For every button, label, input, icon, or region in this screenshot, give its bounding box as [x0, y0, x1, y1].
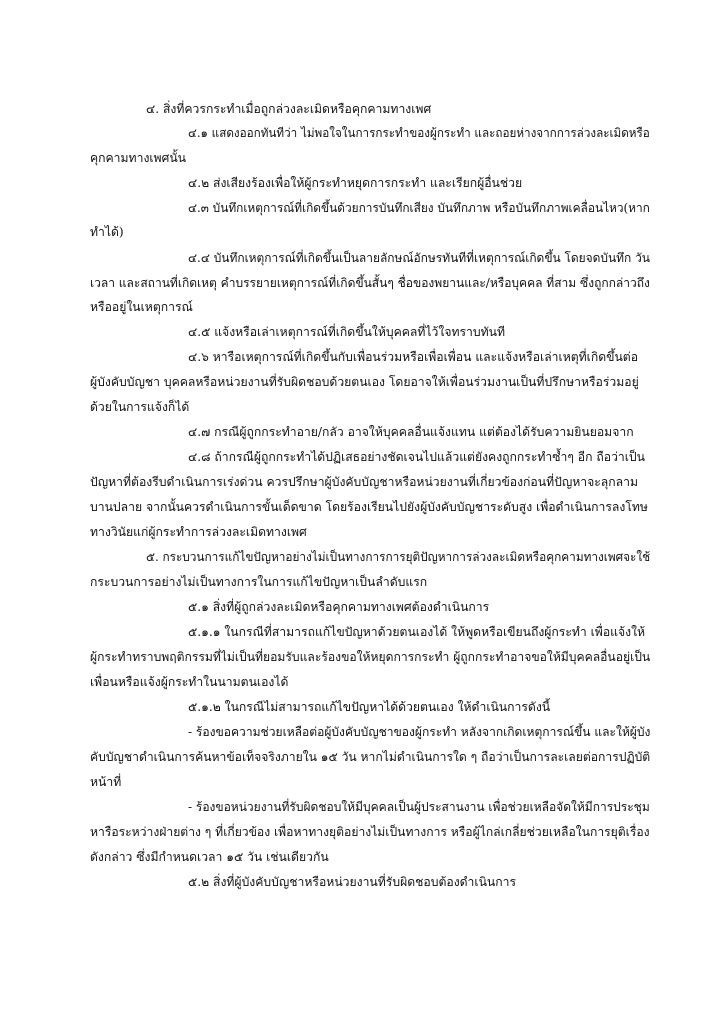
paragraph-line: ๔.๕ แจ้งหรือเล่าเหตุการณ์ที่เกิดขึ้นให้บุคคลที่ไว้ใจทราบทันที [188, 325, 506, 339]
paragraph-line: ผู้บังคับบัญชา บุคคลหรือหน่วยงานที่รับผิดชอบด้วยตนเอง โดยอาจให้เพื่อนร่วมงานเป็นที่ปรึกษาหรือร่วมอยู่ [90, 375, 639, 389]
paragraph-line: ๔.๒ ส่งเสียงร้องเพื่อให้ผู้กระทำหยุดการกระทำ และเรียกผู้อื่นช่วย [188, 176, 523, 190]
paragraph-line: ๔.๘ ถ้ากรณีผู้ถูกกระทำได้ปฏิเสธอย่างชัดเจนไปแล้วแต่ยังคงถูกกระทำซ้ำๆ อีก ถือว่าเป็น [188, 450, 645, 464]
paragraph-line: ทางวินัยแก่ผู้กระทำการล่วงละเมิดทางเพศ [90, 525, 307, 539]
paragraph-line: เวลา และสถานที่เกิดเหตุ คำบรรยายเหตุการณ์ที่เกิดขึ้นสั้นๆ ชื่อของพยานและ/หรือบุคคล ที่สาม ซึ่งถูกกล่าวถึง [90, 276, 650, 290]
paragraph-line: หน้าที่ [90, 775, 122, 789]
paragraph-line: ๔.๑ แสดงออกทันทีว่า ไม่พอใจในการกระทำของผู้กระทำ และถอยห่างจากการล่วงละเมิดหรือ [188, 126, 650, 140]
paragraph-line: ๔.๔ บันทึกเหตุการณ์ที่เกิดขึ้นเป็นลายลักษณ์อักษรทันทีที่เหตุการณ์เกิดขึ้น โดยจดบันทึก วัน [188, 251, 650, 265]
paragraph-line: ๕.๑ สิ่งที่ผู้ถูกล่วงละเมิดหรือคุกคามทางเพศต้องดำเนินการ [188, 600, 490, 614]
paragraph-line: ๔.๓ บันทึกเหตุการณ์ที่เกิดขึ้นด้วยการบันทึกเสียง บันทึกภาพ หรือบันทึกภาพเคลื่อนไหว(หาก [188, 201, 650, 215]
paragraph-line: ปัญหาที่ต้องรีบดำเนินการเร่งด่วน ควรปรึกษาผู้บังคับบัญชาหรือหน่วยงานที่เกี่ยวข้องก่อนที่ปัญหาจะลุกลาม [90, 475, 638, 489]
paragraph-line: หรืออยู่ในเหตุการณ์ [90, 300, 193, 314]
section-5-heading: ๕. กระบวนการแก้ไขปัญหาอย่างไม่เป็นทางการการยุติปัญหาการล่วงละเมิดหรือคุกคามทางเพศจะใช้ [146, 550, 651, 564]
paragraph-line: ๕.๑.๒ ในกรณีไม่สามารถแก้ไขปัญหาได้ด้วยตนเอง ให้ดำเนินการดังนี้ [188, 700, 551, 714]
paragraph-line: - ร้องขอความช่วยเหลือต่อผู้บังคับบัญชาของผู้กระทำ หลังจากเกิดเหตุการณ์ขึ้น และให้ผู้บัง [188, 725, 651, 739]
paragraph-line: ๔.๗ กรณีผู้ถูกกระทำอาย/กลัว อาจให้บุคคลอื่นแจ้งแทน แต่ต้องได้รับความยินยอมจาก [188, 425, 634, 439]
paragraph-line: - ร้องขอหน่วยงานที่รับผิดชอบให้มีบุคคลเป็นผู้ประสานงาน เพื่อช่วยเหลือจัดให้มีการประชุม [188, 800, 650, 814]
paragraph-line: บานปลาย จากนั้นควรดำเนินการขั้นเด็ดขาด โดยร้องเรียนไปยังผู้บังคับบัญชาระดับสูง เพื่อดำเนินการลงโทษ [90, 500, 648, 514]
paragraph-line: ๔.๖ หารือเหตุการณ์ที่เกิดขึ้นกับเพื่อนร่วมหรือเพื่อเพื่อน และแจ้งหรือเล่าเหตุที่เกิดขึ้นต่อ [188, 350, 639, 364]
paragraph-line: คับบัญชาดำเนินการค้นหาข้อเท็จจริงภายใน ๑๕ วัน หากไม่ดำเนินการใด ๆ ถือว่าเป็นการละเลยต่อการปฏิบัติ [90, 750, 651, 764]
paragraph-line: ดังกล่าว ซึ่งมีกำหนดเวลา ๑๕ วัน เช่นเดียวกัน [90, 850, 329, 864]
section-4-heading: ๔. สิ่งที่ควรกระทำเมื่อถูกล่วงละเมิดหรือคุกคามทางเพศ [146, 102, 432, 116]
paragraph-line: คุกคามทางเพศนั้น [90, 151, 186, 165]
paragraph-line: เพื่อนหรือแจ้งผู้กระทำในนามตนเองได้ [90, 675, 289, 689]
paragraph-line: ๕.๒ สิ่งที่ผู้บังคับบัญชาหรือหน่วยงานที่รับผิดชอบต้องดำเนินการ [188, 875, 516, 889]
paragraph-line: ผู้กระทำทราบพฤติกรรมที่ไม่เป็นที่ยอมรับและร้องขอให้หยุดการกระทำ ผู้ถูกกระทำอาจขอให้มีบุคคลอื่นอยู่เป็น [90, 650, 651, 664]
paragraph-line: ทำได้) [90, 225, 124, 239]
paragraph-line: หารือระหว่างฝ่ายต่าง ๆ ที่เกี่ยวข้อง เพื่อหาทางยุติอย่างไม่เป็นทางการ หรือผู้ไกล่เกลี่ยช่วยเหลือในการยุติเรื่อง [90, 825, 650, 839]
paragraph-line: ๕.๑.๑ ในกรณีที่สามารถแก้ไขปัญหาด้วยตนเองได้ ให้พูดหรือเขียนถึงผู้กระทำ เพื่อแจ้งให้ [188, 625, 646, 639]
paragraph-line: ด้วยในการแจ้งก็ได้ [90, 400, 190, 414]
paragraph-line: กระบวนการอย่างไม่เป็นทางการในการแก้ไขปัญหาเป็นลำดับแรก [90, 575, 428, 589]
